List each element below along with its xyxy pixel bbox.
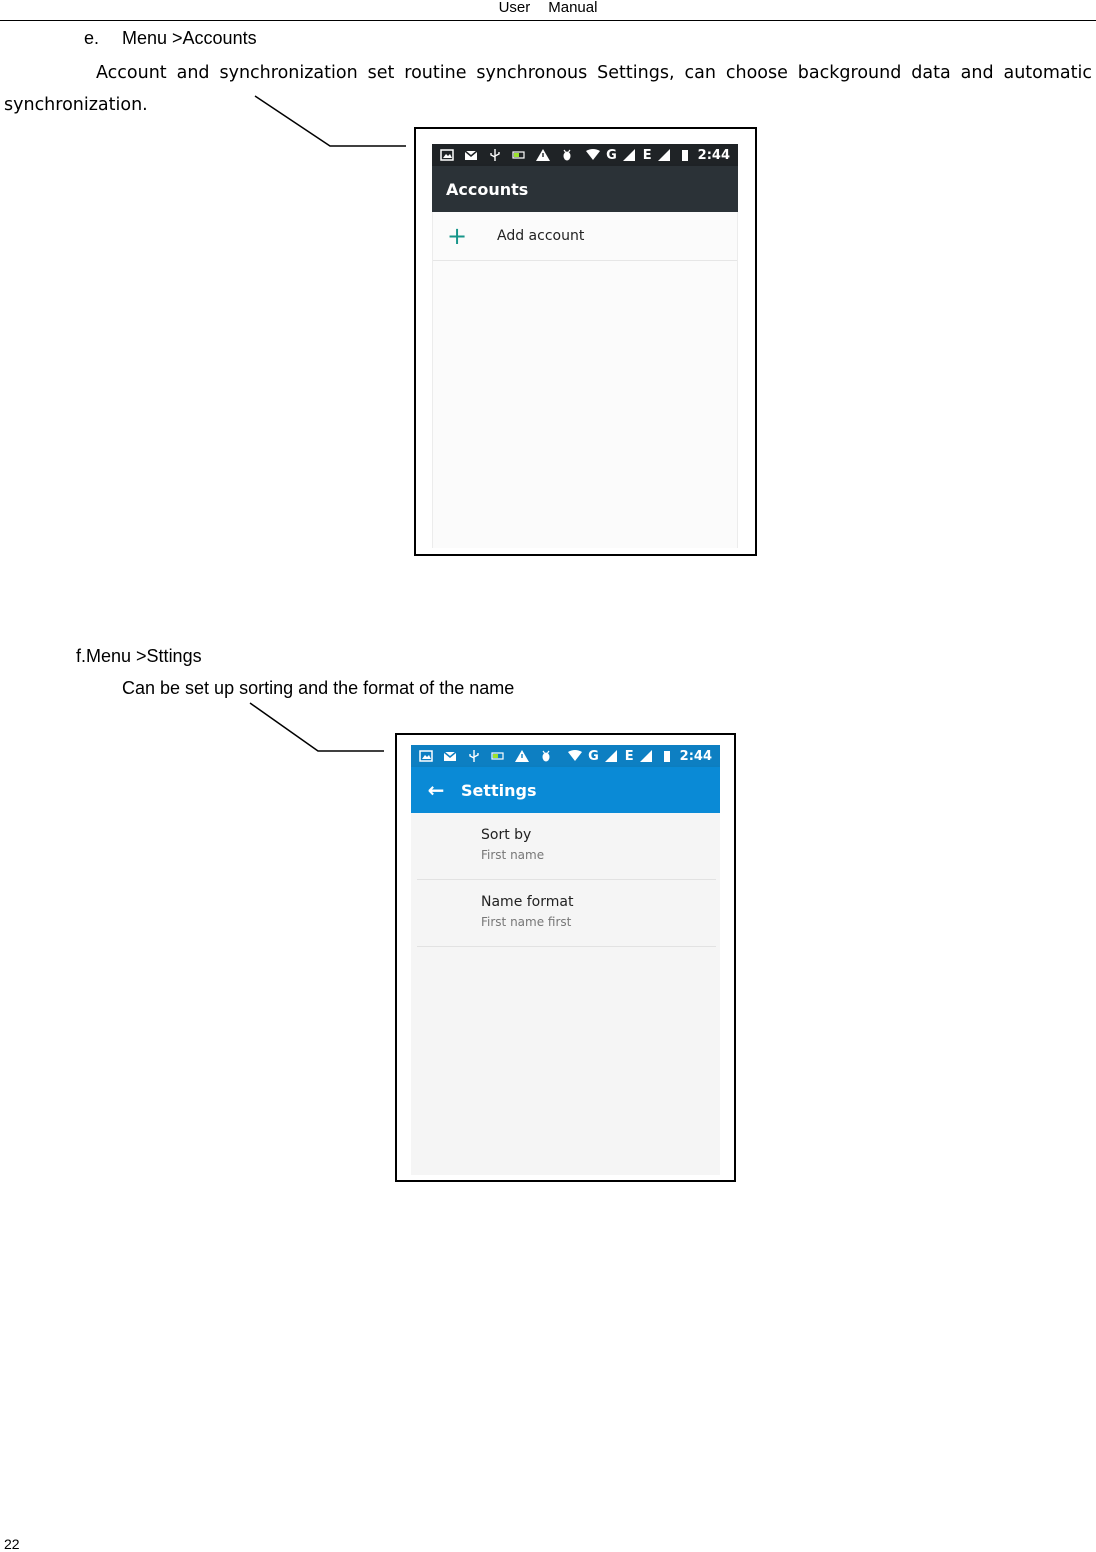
signal-icon <box>623 149 637 161</box>
running-header <box>0 0 1096 16</box>
header-right-word: Manual <box>548 0 598 16</box>
pref-sort-by[interactable] <box>417 813 716 880</box>
network-type-2: E <box>624 748 634 764</box>
debug-icon <box>560 149 574 161</box>
battery-icon <box>660 750 674 762</box>
mail-icon <box>464 149 478 161</box>
battery-charging-icon <box>491 750 505 762</box>
page-title: Settings <box>461 780 537 800</box>
wifi-icon <box>568 750 582 762</box>
header-rule <box>0 20 1096 21</box>
status-bar <box>432 144 738 166</box>
accounts-screen <box>432 144 738 548</box>
pref-summary: First name first <box>481 915 572 929</box>
add-account-row[interactable] <box>433 212 737 261</box>
wifi-icon <box>586 149 600 161</box>
arrow-left-icon[interactable]: ← <box>427 778 445 802</box>
pref-name-format[interactable] <box>417 880 716 947</box>
network-type-1: G <box>588 748 599 764</box>
status-time: 2:44 <box>697 147 730 163</box>
section-f-marker: f. <box>76 646 87 666</box>
battery-charging-icon <box>512 149 526 161</box>
status-time: 2:44 <box>679 748 712 764</box>
callout-line-settings <box>250 703 384 751</box>
plus-icon: + <box>446 222 468 250</box>
section-f-paragraph: Can be set up sorting and the format of the name <box>122 678 515 698</box>
page-number: 22 <box>4 1536 20 1552</box>
pref-title: Sort by <box>481 827 532 843</box>
section-f-title: Menu >Sttings <box>86 646 202 666</box>
add-account-label: Add account <box>497 228 585 244</box>
section-e-title: Menu >Accounts <box>122 28 257 48</box>
section-e-paragraph: Account and synchronization set routine synchronous Settings, can choose background data and automatic synchronization. <box>4 63 1092 115</box>
warning-icon <box>536 149 550 161</box>
toolbar <box>411 767 720 813</box>
settings-list <box>411 813 720 1175</box>
usb-icon <box>467 750 481 762</box>
warning-icon <box>515 750 529 762</box>
accounts-list <box>432 212 738 548</box>
section-e-marker: e. <box>84 28 100 48</box>
battery-icon <box>678 149 692 161</box>
usb-icon <box>488 149 502 161</box>
toolbar <box>432 166 738 212</box>
debug-icon <box>539 750 553 762</box>
network-type-1: G <box>606 147 617 163</box>
section-e-heading <box>84 27 257 49</box>
section-f-heading <box>76 645 202 667</box>
pref-title: Name format <box>481 894 574 910</box>
status-bar <box>411 745 720 767</box>
image-icon <box>440 149 454 161</box>
header-left-word: User <box>498 0 531 16</box>
signal-icon <box>658 149 672 161</box>
signal-icon <box>640 750 654 762</box>
pref-summary: First name <box>481 848 545 862</box>
page-title: Accounts <box>446 179 529 199</box>
signal-icon <box>605 750 619 762</box>
settings-screen <box>411 745 720 1175</box>
mail-icon <box>443 750 457 762</box>
network-type-2: E <box>642 147 652 163</box>
image-icon <box>419 750 433 762</box>
